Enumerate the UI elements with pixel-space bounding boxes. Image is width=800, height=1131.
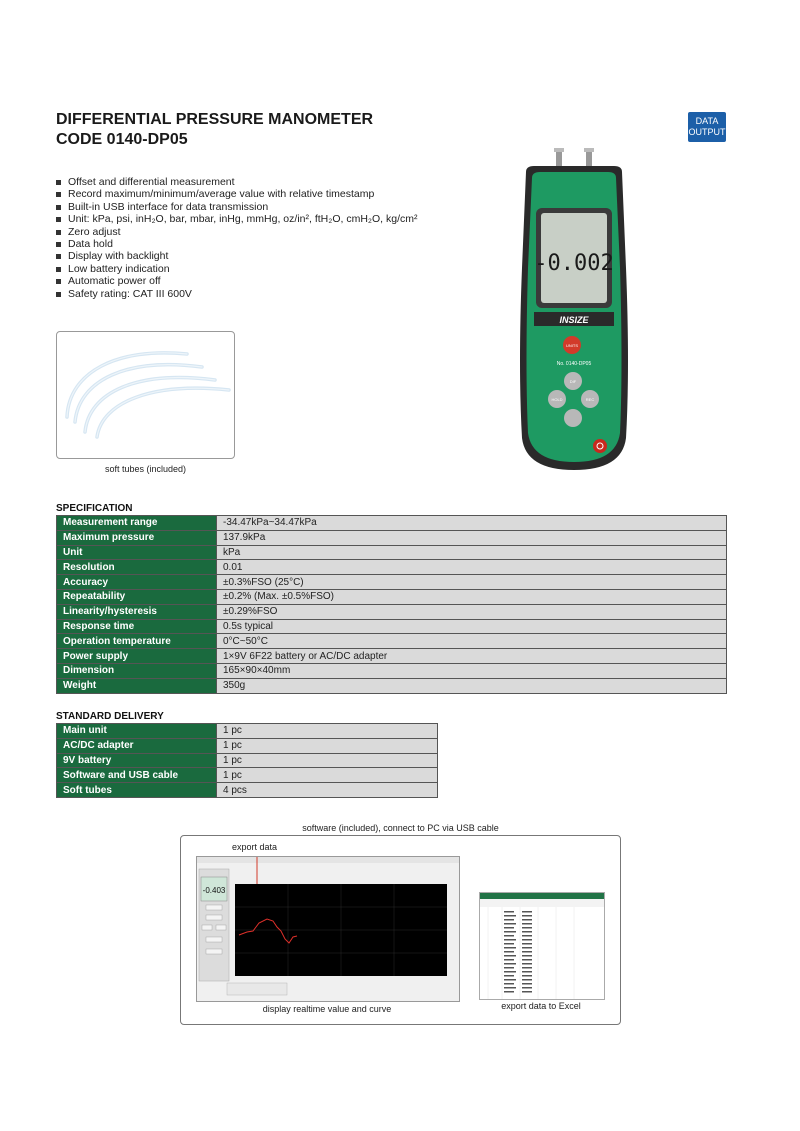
software-title: software (included), connect to PC via USB cable — [302, 823, 499, 833]
feature-list — [56, 176, 417, 300]
specification-table — [56, 515, 727, 694]
model-label: No. 0140-DP05 — [556, 361, 592, 367]
export-data-label: export data — [232, 842, 278, 852]
spec-value: ±0.29%FSO — [217, 604, 727, 619]
table-row — [57, 724, 438, 739]
spec-key: Measurement range — [57, 516, 217, 531]
rec-button-label: REC — [585, 397, 595, 402]
table-row — [57, 545, 727, 560]
delivery-qty: 4 pcs — [217, 783, 438, 798]
spec-key: Response time — [57, 619, 217, 634]
brand-logo: INSIZE — [559, 315, 589, 325]
spec-value: 0.01 — [217, 560, 727, 575]
tubes-caption: soft tubes (included) — [104, 464, 187, 474]
table-row — [57, 753, 438, 768]
excel-illustration — [480, 893, 604, 999]
spec-key: Maximum pressure — [57, 530, 217, 545]
title-line-1: DIFFERENTIAL PRESSURE MANOMETER — [56, 111, 374, 128]
device-image — [512, 148, 636, 473]
screen-value: -0.403 — [202, 886, 226, 895]
spec-value: 350g — [217, 678, 727, 693]
feature-item: Offset and differential measurement — [56, 176, 417, 188]
title-line-2: CODE 0140-DP05 — [56, 131, 188, 148]
feature-item: Built-in USB interface for data transmission — [56, 201, 417, 213]
delivery-item: Software and USB cable — [57, 768, 217, 783]
table-row — [57, 634, 727, 649]
spec-key: Repeatability — [57, 589, 217, 604]
spec-value: ±0.2% (Max. ±0.5%FSO) — [217, 589, 727, 604]
spec-value: 1×9V 6F22 battery or AC/DC adapter — [217, 649, 727, 664]
software-caption-left: display realtime value and curve — [262, 1004, 392, 1014]
delivery-qty: 1 pc — [217, 738, 438, 753]
feature-item: Safety rating: CAT III 600V — [56, 288, 417, 300]
delivery-item: AC/DC adapter — [57, 738, 217, 753]
software-illustration — [197, 857, 459, 1001]
units-button-label: UNITS — [566, 343, 578, 348]
spec-value: 137.9kPa — [217, 530, 727, 545]
table-row — [57, 560, 727, 575]
badge-line-2: OUTPUT — [688, 127, 726, 137]
table-row — [57, 663, 727, 678]
delivery-qty: 1 pc — [217, 753, 438, 768]
table-row — [57, 678, 727, 693]
delivery-item: 9V battery — [57, 753, 217, 768]
spec-value: 0.5s typical — [217, 619, 727, 634]
hold-button-label: HOLD — [551, 397, 563, 402]
spec-key: Power supply — [57, 649, 217, 664]
excel-screenshot — [479, 892, 605, 1000]
delivery-table — [56, 723, 438, 798]
table-row — [57, 589, 727, 604]
software-screenshot — [196, 856, 460, 1002]
spec-value: -34.47kPa~34.47kPa — [217, 516, 727, 531]
spec-value: ±0.3%FSO (25°C) — [217, 575, 727, 590]
table-row — [57, 530, 727, 545]
delivery-heading: STANDARD DELIVERY — [56, 711, 164, 722]
badge-line-1: DATA — [695, 116, 719, 126]
feature-item: Record maximum/minimum/average value with relative timestamp — [56, 188, 417, 200]
table-row — [57, 738, 438, 753]
spec-key: Linearity/hysteresis — [57, 604, 217, 619]
table-row — [57, 516, 727, 531]
software-caption-right: export data to Excel — [501, 1001, 581, 1011]
delivery-qty: 1 pc — [217, 768, 438, 783]
feature-item: Automatic power off — [56, 275, 417, 287]
spec-key: Operation temperature — [57, 634, 217, 649]
feature-item: Unit: kPa, psi, inH₂O, bar, mbar, inHg, mmHg, oz/in², ftH₂O, cmH₂O, kg/cm² — [56, 213, 417, 225]
page-title — [56, 110, 373, 150]
spec-value: 0°C~50°C — [217, 634, 727, 649]
dif-button-label: DIF — [569, 379, 577, 384]
spec-value: 165×90×40mm — [217, 663, 727, 678]
feature-item: Zero adjust — [56, 226, 417, 238]
table-row — [57, 604, 727, 619]
soft-tubes-image — [56, 331, 235, 459]
table-row — [57, 768, 438, 783]
delivery-item: Soft tubes — [57, 783, 217, 798]
spec-key: Weight — [57, 678, 217, 693]
spec-key: Accuracy — [57, 575, 217, 590]
delivery-qty: 1 pc — [217, 724, 438, 739]
feature-item: Data hold — [56, 238, 417, 250]
data-output-badge — [688, 112, 726, 142]
manometer-illustration — [512, 148, 636, 473]
table-row — [57, 619, 727, 634]
feature-item: Low battery indication — [56, 263, 417, 275]
delivery-item: Main unit — [57, 724, 217, 739]
table-row — [57, 575, 727, 590]
spec-key: Dimension — [57, 663, 217, 678]
spec-key: Unit — [57, 545, 217, 560]
specification-heading: SPECIFICATION — [56, 503, 133, 514]
spec-value: kPa — [217, 545, 727, 560]
table-row — [57, 649, 727, 664]
tubes-illustration — [57, 332, 234, 458]
spec-key: Resolution — [57, 560, 217, 575]
table-row — [57, 783, 438, 798]
feature-item: Display with backlight — [56, 250, 417, 262]
display-readout: -0.002 — [534, 251, 614, 276]
